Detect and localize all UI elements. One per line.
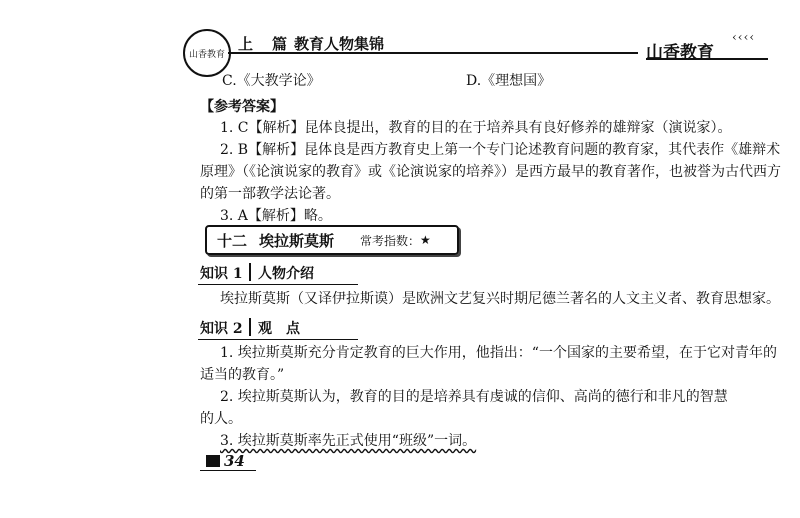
- option-c: C.《大教学论》: [222, 73, 321, 89]
- chapter-name: 埃拉斯莫斯: [259, 231, 335, 250]
- header-rule: [228, 52, 638, 54]
- logo-text: 山香教育: [188, 49, 225, 60]
- knowledge-1-underline: [198, 284, 358, 285]
- brand-rule: [646, 58, 768, 60]
- chapter-heading-box: [205, 225, 459, 255]
- point-3: 3. 埃拉斯莫斯率先正式使用“班级”一词。: [220, 433, 477, 449]
- option-d: D.《理想国》: [466, 73, 552, 89]
- point-1-line-1: 1. 埃拉斯莫斯充分肯定教育的巨大作用，他指出：“一个国家的主要希望，在于它对青年的: [220, 345, 777, 361]
- brand-decoration: ‹‹‹‹: [732, 30, 756, 44]
- answer-1: 1. C【解析】昆体良提出，教育的目的在于培养具有良好修养的雄辩家（演说家）。: [220, 120, 732, 136]
- answer-2-line-2: 原理》（《论演说家的教育》或《论演说家的培养》）是西方最早的教育著作，也被誉为古代西方: [200, 164, 781, 180]
- point-2-line-1: 2. 埃拉斯莫斯认为，教育的目的是培养具有虔诚的信仰、高尚的德行和非凡的智慧: [220, 389, 728, 405]
- knowledge-2-underline: [198, 339, 358, 340]
- point-1-line-2: 适当的教育。”: [200, 367, 285, 383]
- knowledge-1-separator: [249, 263, 251, 281]
- knowledge-1-label: 知识 1: [200, 266, 243, 282]
- answer-3: 3. A【解析】略。: [220, 208, 332, 224]
- header-section: 上 篇: [238, 35, 290, 53]
- chapter-number: 十二: [217, 231, 248, 250]
- knowledge-2-title: 观 点: [258, 321, 300, 337]
- answer-2-line-1: 2. B【解析】昆体良是西方教育史上第一个专门论述教育问题的教育家，其代表作《雄辩术: [220, 142, 781, 158]
- knowledge-2-label: 知识 2: [200, 321, 243, 337]
- star-icon: ★: [420, 233, 431, 247]
- knowledge-2-separator: [249, 318, 251, 336]
- page-number: 34: [224, 452, 245, 470]
- page-number-rule: [200, 470, 256, 471]
- knowledge-1-body: 埃拉斯莫斯（又译伊拉斯谟）是欧洲文艺复兴时期尼德兰著名的人文主义者、教育思想家。: [220, 291, 780, 307]
- frequency-label: 常考指数：: [360, 233, 421, 248]
- answer-2-line-3: 的第一部教学法论著。: [200, 186, 340, 202]
- answers-heading: 【参考答案】: [200, 99, 284, 115]
- brand-name: 山香教育: [646, 43, 714, 63]
- page-marker-icon: [206, 455, 220, 467]
- knowledge-1-title: 人物介绍: [258, 266, 314, 282]
- point-2-line-2: 的人。: [200, 411, 242, 427]
- header-title: 教育人物集锦: [294, 35, 385, 53]
